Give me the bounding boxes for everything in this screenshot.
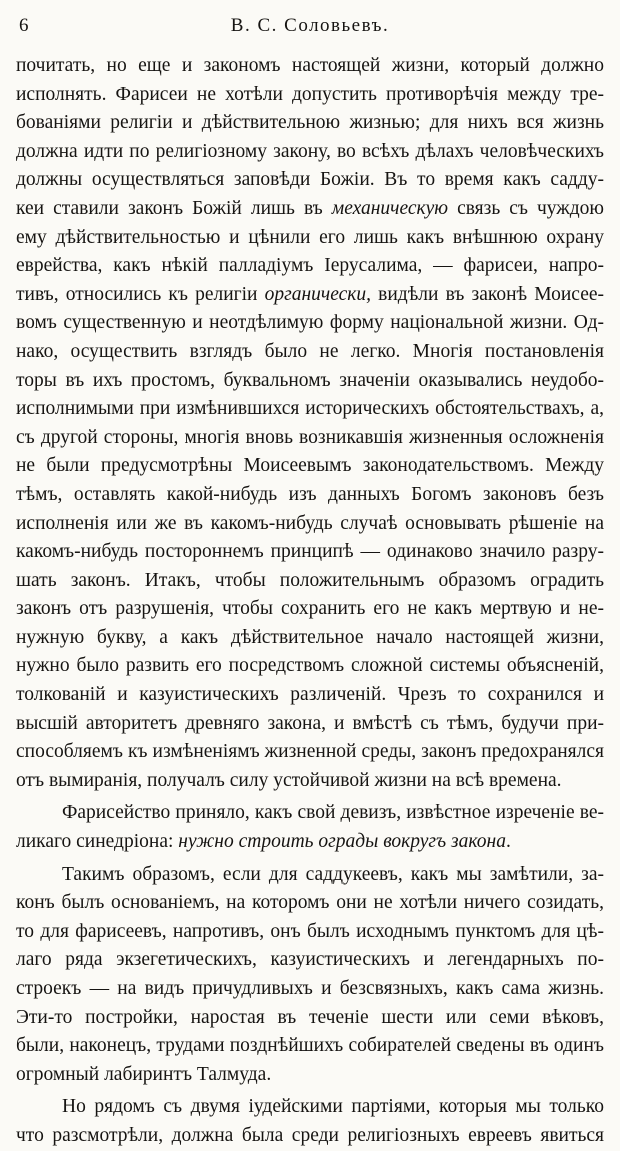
paragraph [16,861,604,1090]
running-title: В. С. Соловьевъ. [230,15,390,36]
text-line: конъ былъ основаніемъ, на которомъ они не хотѣли ничего созидать, [16,892,604,914]
text-line: нужную букву, а какъ дѣйствительное начало настоящей жизни, [16,626,604,648]
text-line: законъ отъ разрушенія, чтобы сохранить его не какъ мертвую и не- [16,598,604,620]
body-text [16,52,604,1151]
text-line: бованіями религіи и дѣйствительною жизнью; для нихъ вся жизнь [16,112,604,134]
paragraph [16,1093,604,1150]
text-line: то для фарисеевъ, напротивъ, онъ былъ исходнымъ пунктомъ для цѣ- [16,920,604,942]
italic-emphasis: механическую [331,197,449,219]
italic-emphasis: органически, [264,283,372,305]
text-line: какомъ-нибудь постороннемъ принципѣ — одинаково значило разру- [16,541,604,563]
text-line: исполнимыми при измѣнившихся историческихъ обстоятельствахъ, а, [16,398,604,420]
text-line: ему дѣйствительностью и цѣнили его лишь какъ внѣшнюю охрану [16,226,604,248]
text-line: Но рядомъ съ двумя іудейскими партіями, которыя мы только [62,1096,604,1118]
text-line: Эти-то постройки, наростая въ теченіе шести или семи вѣковъ, [16,1006,604,1028]
text-line: отъ вымиранія, получалъ силу устойчивой жизни на всѣ времена. [16,769,562,791]
text-line: способляемъ къ измѣненіямъ жизненной среды, законъ предохранялся [16,741,604,763]
text-line: были, наконецъ, трудами позднѣйшихъ собирателей сведены въ одинъ [16,1035,604,1057]
text-line: Фарисейство приняло, какъ свой девизъ, извѣстное изреченіе ве- [62,802,604,824]
page-number: 6 [19,15,29,36]
text-line: ликаго синедріона: нужно строить ограды вокругъ закона. [16,831,511,853]
text-line: не были предусмотрѣны Моисеевымъ законодательствомъ. Между [16,455,604,477]
paragraph [16,52,604,795]
paragraph [16,799,604,856]
text-line: съ другой стороны, многія вновь возникавшія жизненныя осложненія [16,426,604,448]
text-line: толкованій и казуистическихъ различеній. Чрезъ то сохранился и [16,684,604,706]
text-line: еврейства, какъ нѣкій палладіумъ Іерусалима, — фарисеи, напро- [16,255,604,277]
text-line: должны осуществляться заповѣди Божіи. Въ то время какъ садду- [16,169,604,191]
text-line: кеи ставили законъ Божій лишь въ механическую связь съ чуждою [16,197,604,219]
text-line: высшій авторитетъ древняго закона, и вмѣстѣ съ тѣмъ, будучи при- [16,712,604,734]
text-line: шать законъ. Итакъ, чтобы положительнымъ образомъ оградить [16,569,604,591]
text-line: лаго ряда экзегетическихъ, казуистическихъ и легендарныхъ по- [16,949,604,971]
text-line: почитать, но еще и закономъ настоящей жизни, который должно [16,55,604,76]
text-line: что разсмотрѣли, должна была среди религіозныхъ евреевъ явиться [16,1124,604,1146]
text-line: вомъ существенную и неотдѣлимую форму національной жизни. Од- [16,312,604,334]
text-line: исполнять. Фарисеи не хотѣли допустить противорѣчія между тре- [16,83,604,105]
text-line: тивъ, относились къ религіи органически, видѣли въ законѣ Моисее- [16,283,604,305]
text-line: строекъ — на видъ причудливыхъ и безсвязныхъ, какъ сама жизнь. [16,978,604,999]
text-line: исполненія или же въ какомъ-нибудь случаѣ основывать рѣшеніе на [16,512,604,534]
text-line: огромный лабиринтъ Талмуда. [16,1063,272,1085]
text-line: должна идти по религіозному закону, во всѣхъ дѣлахъ человѣческихъ [16,140,604,162]
text-line: нужно было развить его посредствомъ сложной системы объясненій, [16,655,604,677]
italic-emphasis: нужно строить ограды вокругъ закона [178,831,506,853]
text-line: нако, осуществить взглядъ было не легко. Многія постановленія [16,340,604,362]
text-line: торы въ ихъ простомъ, буквальномъ значеніи оказывались неудобо- [16,369,604,391]
page-header [16,12,604,40]
text-line: тѣмъ, оставлять какой-нибудь изъ данныхъ Богомъ законовъ безъ [16,483,604,505]
text-line: Такимъ образомъ, если для саддукеевъ, какъ мы замѣтили, за- [62,863,604,885]
